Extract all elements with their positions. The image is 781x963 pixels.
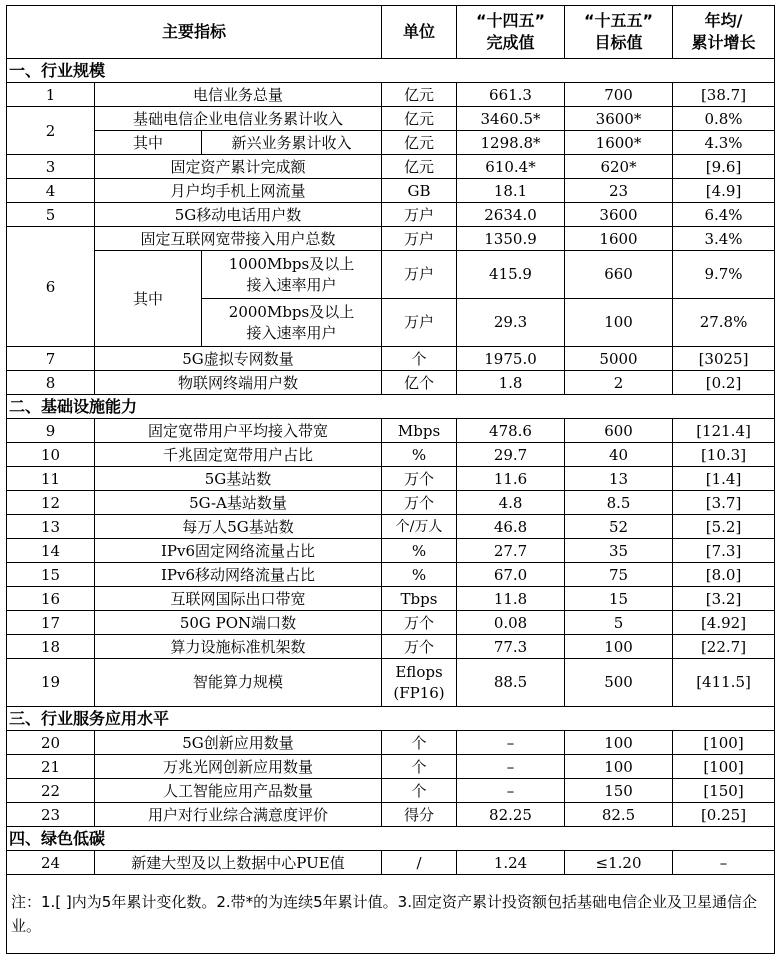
- row-done: 1350.9: [457, 227, 565, 251]
- table-row: [7, 155, 775, 179]
- row-target: 660: [565, 251, 673, 299]
- row-done: 0.08: [457, 611, 565, 635]
- indicator-table: [6, 5, 775, 954]
- table-row: [7, 443, 775, 467]
- row-unit: 亿个: [382, 371, 457, 395]
- row-done: 11.6: [457, 467, 565, 491]
- row-unit: 个: [382, 347, 457, 371]
- row-growth: [9.6]: [673, 155, 775, 179]
- row-target: 5000: [565, 347, 673, 371]
- row-indicator: 新兴业务累计收入: [202, 131, 382, 155]
- row-indicator: 千兆固定宽带用户占比: [95, 443, 382, 467]
- sub-label: 其中: [95, 251, 202, 347]
- row-growth: 4.3%: [673, 131, 775, 155]
- row-indicator: 5G创新应用数量: [95, 731, 382, 755]
- table-row: [7, 131, 775, 155]
- row-indicator: 电信业务总量: [95, 83, 382, 107]
- row-target: 100: [565, 635, 673, 659]
- row-number: 8: [7, 371, 95, 395]
- row-indicator: 人工智能应用产品数量: [95, 779, 382, 803]
- header-target: “十五五” 目标值: [565, 6, 673, 59]
- row-indicator: 固定资产累计完成额: [95, 155, 382, 179]
- row-unit: 个: [382, 779, 457, 803]
- row-target: 2: [565, 371, 673, 395]
- row-number: 6: [7, 227, 95, 347]
- row-unit: 个/万人: [382, 515, 457, 539]
- row-target: 1600: [565, 227, 673, 251]
- row-growth: [121.4]: [673, 419, 775, 443]
- row-target: 100: [565, 755, 673, 779]
- row-target: 8.5: [565, 491, 673, 515]
- row-indicator: 5G虚拟专网数量: [95, 347, 382, 371]
- row-indicator: 新建大型及以上数据中心PUE值: [95, 851, 382, 875]
- row-number: 21: [7, 755, 95, 779]
- row-done: 88.5: [457, 659, 565, 707]
- row-indicator: 智能算力规模: [95, 659, 382, 707]
- table-row: [7, 587, 775, 611]
- row-unit: 万户: [382, 203, 457, 227]
- row-unit: Mbps: [382, 419, 457, 443]
- row-done: 82.25: [457, 803, 565, 827]
- row-growth: 0.8%: [673, 107, 775, 131]
- row-done: 77.3: [457, 635, 565, 659]
- row-indicator: 1000Mbps及以上 接入速率用户: [202, 251, 382, 299]
- table-row: [7, 467, 775, 491]
- row-target: 500: [565, 659, 673, 707]
- row-target: 3600*: [565, 107, 673, 131]
- row-target: 82.5: [565, 803, 673, 827]
- row-number: 14: [7, 539, 95, 563]
- row-done: 478.6: [457, 419, 565, 443]
- table-row: [7, 611, 775, 635]
- table-row: [7, 515, 775, 539]
- row-growth: 27.8%: [673, 299, 775, 347]
- row-number: 13: [7, 515, 95, 539]
- section-row: [7, 59, 775, 83]
- row-done: 29.3: [457, 299, 565, 347]
- row-target: 3600: [565, 203, 673, 227]
- row-number: 12: [7, 491, 95, 515]
- row-done: –: [457, 779, 565, 803]
- row-done: 1.24: [457, 851, 565, 875]
- row-done: 29.7: [457, 443, 565, 467]
- header-row: [7, 6, 775, 59]
- table-row: [7, 419, 775, 443]
- row-number: 17: [7, 611, 95, 635]
- row-growth: [0.25]: [673, 803, 775, 827]
- row-growth: [1.4]: [673, 467, 775, 491]
- row-unit: %: [382, 539, 457, 563]
- row-number: 20: [7, 731, 95, 755]
- row-target: 15: [565, 587, 673, 611]
- row-number: 18: [7, 635, 95, 659]
- row-target: 23: [565, 179, 673, 203]
- row-target: 35: [565, 539, 673, 563]
- row-unit: 万个: [382, 635, 457, 659]
- section-row: [7, 395, 775, 419]
- header-growth: 年均/ 累计增长: [673, 6, 775, 59]
- row-done: 661.3: [457, 83, 565, 107]
- row-done: 1975.0: [457, 347, 565, 371]
- row-unit: 万户: [382, 299, 457, 347]
- row-indicator: 2000Mbps及以上 接入速率用户: [202, 299, 382, 347]
- table-row: [7, 227, 775, 251]
- header-unit: 单位: [382, 6, 457, 59]
- row-indicator: 互联网国际出口带宽: [95, 587, 382, 611]
- row-indicator: 5G-A基站数量: [95, 491, 382, 515]
- row-growth: [100]: [673, 755, 775, 779]
- row-unit: 亿元: [382, 131, 457, 155]
- row-done: 1298.8*: [457, 131, 565, 155]
- row-target: 700: [565, 83, 673, 107]
- row-done: 46.8: [457, 515, 565, 539]
- table-note: 注：1.[ ]内为5年累计变化数。2.带*的为连续5年累计值。3.固定资产累计投资额包括基础电信企业及卫星通信企业。: [7, 875, 775, 954]
- row-target: 5: [565, 611, 673, 635]
- table-row: [7, 203, 775, 227]
- row-unit: 万个: [382, 467, 457, 491]
- row-target: 600: [565, 419, 673, 443]
- row-growth: [3025]: [673, 347, 775, 371]
- row-indicator: 50G PON端口数: [95, 611, 382, 635]
- row-growth: [150]: [673, 779, 775, 803]
- row-target: 13: [565, 467, 673, 491]
- row-growth: [411.5]: [673, 659, 775, 707]
- row-growth: [5.2]: [673, 515, 775, 539]
- row-target: 100: [565, 731, 673, 755]
- row-number: 3: [7, 155, 95, 179]
- row-unit: Eflops (FP16): [382, 659, 457, 707]
- table-row: [7, 659, 775, 707]
- row-number: 7: [7, 347, 95, 371]
- row-number: 15: [7, 563, 95, 587]
- row-unit: 万户: [382, 251, 457, 299]
- section-row: [7, 707, 775, 731]
- row-unit: 万个: [382, 611, 457, 635]
- row-unit: 个: [382, 755, 457, 779]
- row-growth: [4.92]: [673, 611, 775, 635]
- row-number: 23: [7, 803, 95, 827]
- row-number: 16: [7, 587, 95, 611]
- row-unit: 得分: [382, 803, 457, 827]
- row-indicator: 5G移动电话用户数: [95, 203, 382, 227]
- row-unit: %: [382, 563, 457, 587]
- row-unit: 个: [382, 731, 457, 755]
- row-indicator: 物联网终端用户数: [95, 371, 382, 395]
- table-row: [7, 755, 775, 779]
- row-growth: [3.7]: [673, 491, 775, 515]
- row-indicator: 算力设施标准机架数: [95, 635, 382, 659]
- row-number: 4: [7, 179, 95, 203]
- row-growth: [7.3]: [673, 539, 775, 563]
- section-row: [7, 827, 775, 851]
- row-growth: –: [673, 851, 775, 875]
- row-unit: %: [382, 443, 457, 467]
- row-unit: /: [382, 851, 457, 875]
- table-row: [7, 731, 775, 755]
- header-indicator: 主要指标: [7, 6, 382, 59]
- row-indicator: 月户均手机上网流量: [95, 179, 382, 203]
- row-number: 2: [7, 107, 95, 155]
- row-unit: 亿元: [382, 107, 457, 131]
- table-row: [7, 635, 775, 659]
- section-title: 二、基础设施能力: [7, 395, 775, 419]
- table-row: [7, 803, 775, 827]
- row-indicator: IPv6固定网络流量占比: [95, 539, 382, 563]
- table-row: [7, 491, 775, 515]
- row-number: 10: [7, 443, 95, 467]
- row-growth: [3.2]: [673, 587, 775, 611]
- section-title: 四、绿色低碳: [7, 827, 775, 851]
- row-target: 75: [565, 563, 673, 587]
- row-done: –: [457, 731, 565, 755]
- row-growth: [4.9]: [673, 179, 775, 203]
- row-done: 415.9: [457, 251, 565, 299]
- row-growth: 9.7%: [673, 251, 775, 299]
- row-done: –: [457, 755, 565, 779]
- row-unit: 亿元: [382, 155, 457, 179]
- row-done: 4.8: [457, 491, 565, 515]
- row-indicator: 用户对行业综合满意度评价: [95, 803, 382, 827]
- row-growth: [100]: [673, 731, 775, 755]
- row-growth: [8.0]: [673, 563, 775, 587]
- row-number: 9: [7, 419, 95, 443]
- table-row: [7, 539, 775, 563]
- row-done: 3460.5*: [457, 107, 565, 131]
- row-number: 11: [7, 467, 95, 491]
- table-row: [7, 107, 775, 131]
- row-growth: 6.4%: [673, 203, 775, 227]
- indicator-table-container: [6, 5, 774, 954]
- sub-label: 其中: [95, 131, 202, 155]
- row-indicator: 基础电信企业电信业务累计收入: [95, 107, 382, 131]
- table-row: [7, 779, 775, 803]
- row-target: 40: [565, 443, 673, 467]
- row-unit: 亿元: [382, 83, 457, 107]
- table-row: [7, 371, 775, 395]
- row-indicator: 万兆光网创新应用数量: [95, 755, 382, 779]
- row-growth: [0.2]: [673, 371, 775, 395]
- table-row: [7, 563, 775, 587]
- row-unit: 万户: [382, 227, 457, 251]
- row-target: 100: [565, 299, 673, 347]
- row-done: 11.8: [457, 587, 565, 611]
- row-unit: GB: [382, 179, 457, 203]
- row-number: 5: [7, 203, 95, 227]
- row-indicator: IPv6移动网络流量占比: [95, 563, 382, 587]
- row-done: 1.8: [457, 371, 565, 395]
- table-row: [7, 251, 775, 299]
- row-target: 1600*: [565, 131, 673, 155]
- row-target: ≤1.20: [565, 851, 673, 875]
- row-indicator: 固定宽带用户平均接入带宽: [95, 419, 382, 443]
- row-unit: 万个: [382, 491, 457, 515]
- row-indicator: 5G基站数: [95, 467, 382, 491]
- row-number: 1: [7, 83, 95, 107]
- row-growth: 3.4%: [673, 227, 775, 251]
- row-number: 22: [7, 779, 95, 803]
- row-target: 150: [565, 779, 673, 803]
- row-growth: [10.3]: [673, 443, 775, 467]
- table-row: [7, 83, 775, 107]
- row-target: 620*: [565, 155, 673, 179]
- row-number: 24: [7, 851, 95, 875]
- section-title: 三、行业服务应用水平: [7, 707, 775, 731]
- row-number: 19: [7, 659, 95, 707]
- section-title: 一、行业规模: [7, 59, 775, 83]
- row-done: 2634.0: [457, 203, 565, 227]
- row-unit: Tbps: [382, 587, 457, 611]
- row-done: 18.1: [457, 179, 565, 203]
- row-done: 27.7: [457, 539, 565, 563]
- table-row: [7, 851, 775, 875]
- row-indicator: 固定互联网宽带接入用户总数: [95, 227, 382, 251]
- table-row: [7, 179, 775, 203]
- row-target: 52: [565, 515, 673, 539]
- row-done: 610.4*: [457, 155, 565, 179]
- row-done: 67.0: [457, 563, 565, 587]
- row-growth: [38.7]: [673, 83, 775, 107]
- table-row: [7, 347, 775, 371]
- header-done: “十四五” 完成值: [457, 6, 565, 59]
- note-row: [7, 875, 775, 954]
- row-growth: [22.7]: [673, 635, 775, 659]
- row-indicator: 每万人5G基站数: [95, 515, 382, 539]
